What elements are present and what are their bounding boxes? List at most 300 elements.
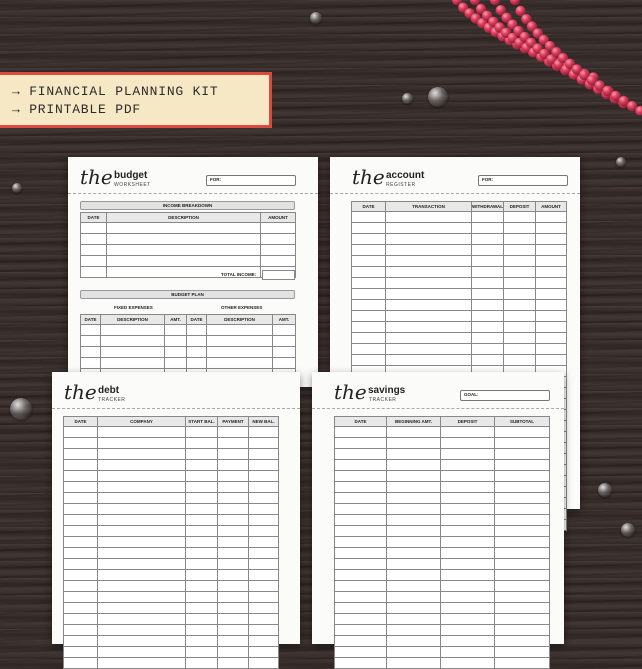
table-cell[interactable] — [218, 570, 249, 581]
table-cell[interactable] — [536, 322, 567, 333]
table-cell[interactable] — [218, 614, 249, 625]
table-cell[interactable] — [64, 537, 98, 548]
table-cell[interactable] — [504, 223, 536, 234]
table-cell[interactable] — [472, 234, 504, 245]
table-cell[interactable] — [504, 311, 536, 322]
table-cell[interactable] — [187, 336, 207, 347]
table-cell[interactable] — [273, 358, 296, 369]
table-cell[interactable] — [387, 515, 441, 526]
table-cell[interactable] — [249, 647, 279, 658]
table-cell[interactable] — [441, 515, 495, 526]
table-cell[interactable] — [472, 355, 504, 366]
table-cell[interactable] — [335, 537, 387, 548]
table-cell[interactable] — [352, 289, 386, 300]
table-cell[interactable] — [186, 570, 218, 581]
table-cell[interactable] — [218, 636, 249, 647]
table-cell[interactable] — [186, 581, 218, 592]
table-cell[interactable] — [504, 267, 536, 278]
table-cell[interactable] — [249, 515, 279, 526]
table-cell[interactable] — [98, 504, 186, 515]
table-cell[interactable] — [504, 355, 536, 366]
table-cell[interactable] — [165, 336, 187, 347]
table-cell[interactable] — [98, 537, 186, 548]
table-cell[interactable] — [472, 289, 504, 300]
table-cell[interactable] — [335, 658, 387, 669]
table-cell[interactable] — [186, 658, 218, 669]
table-cell[interactable] — [187, 325, 207, 336]
table-cell[interactable] — [387, 647, 441, 658]
table-cell[interactable] — [472, 267, 504, 278]
table-cell[interactable] — [352, 311, 386, 322]
table-cell[interactable] — [495, 581, 550, 592]
table-cell[interactable] — [218, 647, 249, 658]
table-cell[interactable] — [441, 427, 495, 438]
table-cell[interactable] — [98, 449, 186, 460]
table-cell[interactable] — [352, 278, 386, 289]
table-cell[interactable] — [165, 325, 187, 336]
table-cell[interactable] — [352, 234, 386, 245]
table-cell[interactable] — [335, 625, 387, 636]
table-cell[interactable] — [64, 493, 98, 504]
table-cell[interactable] — [472, 322, 504, 333]
table-cell[interactable] — [495, 526, 550, 537]
table-cell[interactable] — [98, 427, 186, 438]
table-cell[interactable] — [218, 471, 249, 482]
table-cell[interactable] — [81, 234, 107, 245]
table-cell[interactable] — [387, 449, 441, 460]
table-cell[interactable] — [335, 636, 387, 647]
table-cell[interactable] — [64, 449, 98, 460]
table-cell[interactable] — [81, 336, 101, 347]
table-cell[interactable] — [472, 256, 504, 267]
table-cell[interactable] — [441, 603, 495, 614]
table-cell[interactable] — [352, 245, 386, 256]
table-cell[interactable] — [536, 300, 567, 311]
table-cell[interactable] — [249, 504, 279, 515]
table-cell[interactable] — [98, 482, 186, 493]
table-cell[interactable] — [441, 647, 495, 658]
table-cell[interactable] — [186, 592, 218, 603]
table-cell[interactable] — [352, 333, 386, 344]
table-cell[interactable] — [504, 333, 536, 344]
table-cell[interactable] — [101, 358, 165, 369]
table-cell[interactable] — [261, 223, 296, 234]
table-cell[interactable] — [386, 278, 472, 289]
table-cell[interactable] — [536, 278, 567, 289]
table-cell[interactable] — [81, 267, 107, 278]
table-cell[interactable] — [387, 614, 441, 625]
budget-for-field[interactable] — [206, 175, 296, 186]
table-cell[interactable] — [98, 603, 186, 614]
table-cell[interactable] — [504, 234, 536, 245]
table-cell[interactable] — [504, 344, 536, 355]
table-cell[interactable] — [249, 603, 279, 614]
table-cell[interactable] — [218, 581, 249, 592]
table-cell[interactable] — [186, 427, 218, 438]
table-cell[interactable] — [335, 515, 387, 526]
table-cell[interactable] — [335, 427, 387, 438]
table-cell[interactable] — [387, 636, 441, 647]
table-cell[interactable] — [98, 658, 186, 669]
table-cell[interactable] — [273, 325, 296, 336]
table-cell[interactable] — [387, 504, 441, 515]
table-cell[interactable] — [536, 355, 567, 366]
table-cell[interactable] — [64, 570, 98, 581]
table-cell[interactable] — [387, 526, 441, 537]
table-cell[interactable] — [186, 471, 218, 482]
table-cell[interactable] — [249, 570, 279, 581]
table-cell[interactable] — [504, 256, 536, 267]
table-cell[interactable] — [249, 548, 279, 559]
table-cell[interactable] — [186, 438, 218, 449]
table-cell[interactable] — [536, 333, 567, 344]
table-cell[interactable] — [472, 223, 504, 234]
table-cell[interactable] — [107, 256, 261, 267]
table-cell[interactable] — [98, 636, 186, 647]
table-cell[interactable] — [387, 427, 441, 438]
table-cell[interactable] — [386, 223, 472, 234]
table-cell[interactable] — [64, 658, 98, 669]
table-cell[interactable] — [352, 267, 386, 278]
table-cell[interactable] — [472, 333, 504, 344]
table-cell[interactable] — [536, 234, 567, 245]
table-cell[interactable] — [186, 537, 218, 548]
table-cell[interactable] — [504, 245, 536, 256]
table-cell[interactable] — [536, 311, 567, 322]
table-cell[interactable] — [386, 267, 472, 278]
table-cell[interactable] — [495, 559, 550, 570]
table-cell[interactable] — [495, 570, 550, 581]
table-cell[interactable] — [441, 548, 495, 559]
table-cell[interactable] — [335, 647, 387, 658]
table-cell[interactable] — [218, 658, 249, 669]
table-cell[interactable] — [335, 493, 387, 504]
table-cell[interactable] — [536, 267, 567, 278]
table-cell[interactable] — [207, 358, 273, 369]
table-cell[interactable] — [186, 515, 218, 526]
table-cell[interactable] — [98, 570, 186, 581]
table-cell[interactable] — [98, 515, 186, 526]
table-cell[interactable] — [387, 438, 441, 449]
table-cell[interactable] — [98, 559, 186, 570]
table-cell[interactable] — [387, 603, 441, 614]
table-cell[interactable] — [261, 245, 296, 256]
table-cell[interactable] — [495, 647, 550, 658]
table-cell[interactable] — [186, 625, 218, 636]
table-cell[interactable] — [441, 471, 495, 482]
table-cell[interactable] — [186, 636, 218, 647]
table-cell[interactable] — [387, 460, 441, 471]
table-cell[interactable] — [495, 482, 550, 493]
table-cell[interactable] — [386, 234, 472, 245]
table-cell[interactable] — [273, 347, 296, 358]
table-cell[interactable] — [64, 471, 98, 482]
table-cell[interactable] — [218, 592, 249, 603]
table-cell[interactable] — [186, 482, 218, 493]
table-cell[interactable] — [261, 234, 296, 245]
table-cell[interactable] — [386, 245, 472, 256]
table-cell[interactable] — [352, 300, 386, 311]
table-cell[interactable] — [207, 336, 273, 347]
table-cell[interactable] — [386, 311, 472, 322]
table-cell[interactable] — [101, 347, 165, 358]
table-cell[interactable] — [495, 614, 550, 625]
table-cell[interactable] — [441, 526, 495, 537]
table-cell[interactable] — [218, 537, 249, 548]
table-cell[interactable] — [386, 322, 472, 333]
table-cell[interactable] — [98, 493, 186, 504]
table-cell[interactable] — [165, 358, 187, 369]
table-cell[interactable] — [98, 614, 186, 625]
table-cell[interactable] — [441, 559, 495, 570]
table-cell[interactable] — [249, 559, 279, 570]
table-cell[interactable] — [495, 449, 550, 460]
table-cell[interactable] — [386, 344, 472, 355]
table-cell[interactable] — [64, 614, 98, 625]
table-cell[interactable] — [386, 333, 472, 344]
table-cell[interactable] — [387, 581, 441, 592]
table-cell[interactable] — [107, 234, 261, 245]
table-cell[interactable] — [495, 603, 550, 614]
table-cell[interactable] — [186, 559, 218, 570]
table-cell[interactable] — [495, 504, 550, 515]
table-cell[interactable] — [335, 570, 387, 581]
table-cell[interactable] — [472, 212, 504, 223]
savings-goal-field[interactable] — [460, 390, 550, 401]
table-cell[interactable] — [101, 325, 165, 336]
table-cell[interactable] — [81, 245, 107, 256]
table-cell[interactable] — [352, 256, 386, 267]
table-cell[interactable] — [536, 212, 567, 223]
table-cell[interactable] — [441, 460, 495, 471]
table-cell[interactable] — [495, 460, 550, 471]
table-cell[interactable] — [249, 449, 279, 460]
table-cell[interactable] — [441, 493, 495, 504]
table-cell[interactable] — [441, 581, 495, 592]
table-cell[interactable] — [472, 311, 504, 322]
table-cell[interactable] — [186, 449, 218, 460]
table-cell[interactable] — [101, 336, 165, 347]
table-cell[interactable] — [441, 625, 495, 636]
table-cell[interactable] — [386, 212, 472, 223]
table-cell[interactable] — [536, 289, 567, 300]
table-cell[interactable] — [335, 438, 387, 449]
table-cell[interactable] — [387, 493, 441, 504]
table-cell[interactable] — [249, 438, 279, 449]
table-cell[interactable] — [335, 614, 387, 625]
table-cell[interactable] — [64, 636, 98, 647]
table-cell[interactable] — [81, 358, 101, 369]
table-cell[interactable] — [441, 570, 495, 581]
table-cell[interactable] — [495, 471, 550, 482]
table-cell[interactable] — [495, 427, 550, 438]
table-cell[interactable] — [218, 438, 249, 449]
table-cell[interactable] — [387, 548, 441, 559]
table-cell[interactable] — [187, 358, 207, 369]
table-cell[interactable] — [536, 245, 567, 256]
table-cell[interactable] — [335, 449, 387, 460]
table-cell[interactable] — [495, 636, 550, 647]
table-cell[interactable] — [495, 625, 550, 636]
table-cell[interactable] — [186, 614, 218, 625]
table-cell[interactable] — [495, 515, 550, 526]
table-cell[interactable] — [218, 504, 249, 515]
table-cell[interactable] — [504, 278, 536, 289]
table-cell[interactable] — [335, 482, 387, 493]
table-cell[interactable] — [81, 256, 107, 267]
table-cell[interactable] — [386, 256, 472, 267]
table-cell[interactable] — [249, 581, 279, 592]
table-cell[interactable] — [98, 438, 186, 449]
table-cell[interactable] — [335, 559, 387, 570]
table-cell[interactable] — [335, 603, 387, 614]
table-cell[interactable] — [249, 614, 279, 625]
table-cell[interactable] — [98, 625, 186, 636]
table-cell[interactable] — [495, 548, 550, 559]
table-cell[interactable] — [186, 493, 218, 504]
table-cell[interactable] — [249, 482, 279, 493]
table-cell[interactable] — [98, 592, 186, 603]
table-cell[interactable] — [218, 625, 249, 636]
total-income-field[interactable] — [262, 270, 295, 280]
table-cell[interactable] — [352, 322, 386, 333]
table-cell[interactable] — [107, 223, 261, 234]
table-cell[interactable] — [504, 289, 536, 300]
table-cell[interactable] — [441, 636, 495, 647]
table-cell[interactable] — [64, 482, 98, 493]
table-cell[interactable] — [335, 526, 387, 537]
table-cell[interactable] — [335, 471, 387, 482]
table-cell[interactable] — [187, 347, 207, 358]
table-cell[interactable] — [64, 625, 98, 636]
table-cell[interactable] — [207, 325, 273, 336]
table-cell[interactable] — [495, 493, 550, 504]
table-cell[interactable] — [98, 460, 186, 471]
table-cell[interactable] — [249, 592, 279, 603]
table-cell[interactable] — [536, 256, 567, 267]
table-cell[interactable] — [352, 223, 386, 234]
table-cell[interactable] — [386, 300, 472, 311]
table-cell[interactable] — [218, 449, 249, 460]
table-cell[interactable] — [64, 548, 98, 559]
table-cell[interactable] — [249, 493, 279, 504]
table-cell[interactable] — [352, 212, 386, 223]
table-cell[interactable] — [504, 322, 536, 333]
table-cell[interactable] — [249, 471, 279, 482]
table-cell[interactable] — [81, 325, 101, 336]
table-cell[interactable] — [441, 438, 495, 449]
table-cell[interactable] — [504, 212, 536, 223]
table-cell[interactable] — [249, 625, 279, 636]
table-cell[interactable] — [472, 300, 504, 311]
account-for-field[interactable] — [478, 175, 568, 186]
table-cell[interactable] — [387, 625, 441, 636]
table-cell[interactable] — [352, 355, 386, 366]
table-cell[interactable] — [441, 614, 495, 625]
table-cell[interactable] — [441, 449, 495, 460]
table-cell[interactable] — [186, 603, 218, 614]
table-cell[interactable] — [387, 559, 441, 570]
table-cell[interactable] — [218, 460, 249, 471]
table-cell[interactable] — [98, 526, 186, 537]
table-cell[interactable] — [218, 482, 249, 493]
table-cell[interactable] — [387, 471, 441, 482]
table-cell[interactable] — [64, 526, 98, 537]
table-cell[interactable] — [64, 581, 98, 592]
table-cell[interactable] — [64, 592, 98, 603]
table-cell[interactable] — [335, 460, 387, 471]
table-cell[interactable] — [186, 647, 218, 658]
table-cell[interactable] — [81, 347, 101, 358]
table-cell[interactable] — [441, 592, 495, 603]
table-cell[interactable] — [249, 636, 279, 647]
table-cell[interactable] — [186, 526, 218, 537]
table-cell[interactable] — [218, 559, 249, 570]
table-cell[interactable] — [249, 526, 279, 537]
table-cell[interactable] — [64, 460, 98, 471]
table-cell[interactable] — [218, 548, 249, 559]
table-cell[interactable] — [218, 526, 249, 537]
table-cell[interactable] — [504, 300, 536, 311]
table-cell[interactable] — [441, 537, 495, 548]
table-cell[interactable] — [98, 471, 186, 482]
table-cell[interactable] — [335, 548, 387, 559]
table-cell[interactable] — [387, 658, 441, 669]
table-cell[interactable] — [387, 570, 441, 581]
table-cell[interactable] — [218, 493, 249, 504]
table-cell[interactable] — [165, 347, 187, 358]
table-cell[interactable] — [495, 537, 550, 548]
table-cell[interactable] — [218, 427, 249, 438]
table-cell[interactable] — [387, 482, 441, 493]
table-cell[interactable] — [81, 223, 107, 234]
table-cell[interactable] — [186, 460, 218, 471]
table-cell[interactable] — [249, 537, 279, 548]
table-cell[interactable] — [441, 482, 495, 493]
table-cell[interactable] — [335, 504, 387, 515]
table-cell[interactable] — [261, 256, 296, 267]
table-cell[interactable] — [98, 647, 186, 658]
table-cell[interactable] — [495, 658, 550, 669]
table-cell[interactable] — [335, 592, 387, 603]
table-cell[interactable] — [64, 647, 98, 658]
table-cell[interactable] — [64, 515, 98, 526]
table-cell[interactable] — [472, 344, 504, 355]
table-cell[interactable] — [98, 581, 186, 592]
table-cell[interactable] — [64, 438, 98, 449]
table-cell[interactable] — [387, 537, 441, 548]
table-cell[interactable] — [249, 658, 279, 669]
table-cell[interactable] — [441, 658, 495, 669]
table-cell[interactable] — [186, 504, 218, 515]
table-cell[interactable] — [273, 336, 296, 347]
table-cell[interactable] — [218, 603, 249, 614]
table-cell[interactable] — [352, 344, 386, 355]
table-cell[interactable] — [64, 603, 98, 614]
table-cell[interactable] — [536, 344, 567, 355]
table-cell[interactable] — [107, 245, 261, 256]
table-cell[interactable] — [495, 592, 550, 603]
table-cell[interactable] — [64, 504, 98, 515]
table-cell[interactable] — [98, 548, 186, 559]
table-cell[interactable] — [249, 460, 279, 471]
table-cell[interactable] — [386, 355, 472, 366]
table-cell[interactable] — [536, 223, 567, 234]
table-cell[interactable] — [386, 289, 472, 300]
table-cell[interactable] — [495, 438, 550, 449]
table-cell[interactable] — [64, 427, 98, 438]
table-cell[interactable] — [249, 427, 279, 438]
